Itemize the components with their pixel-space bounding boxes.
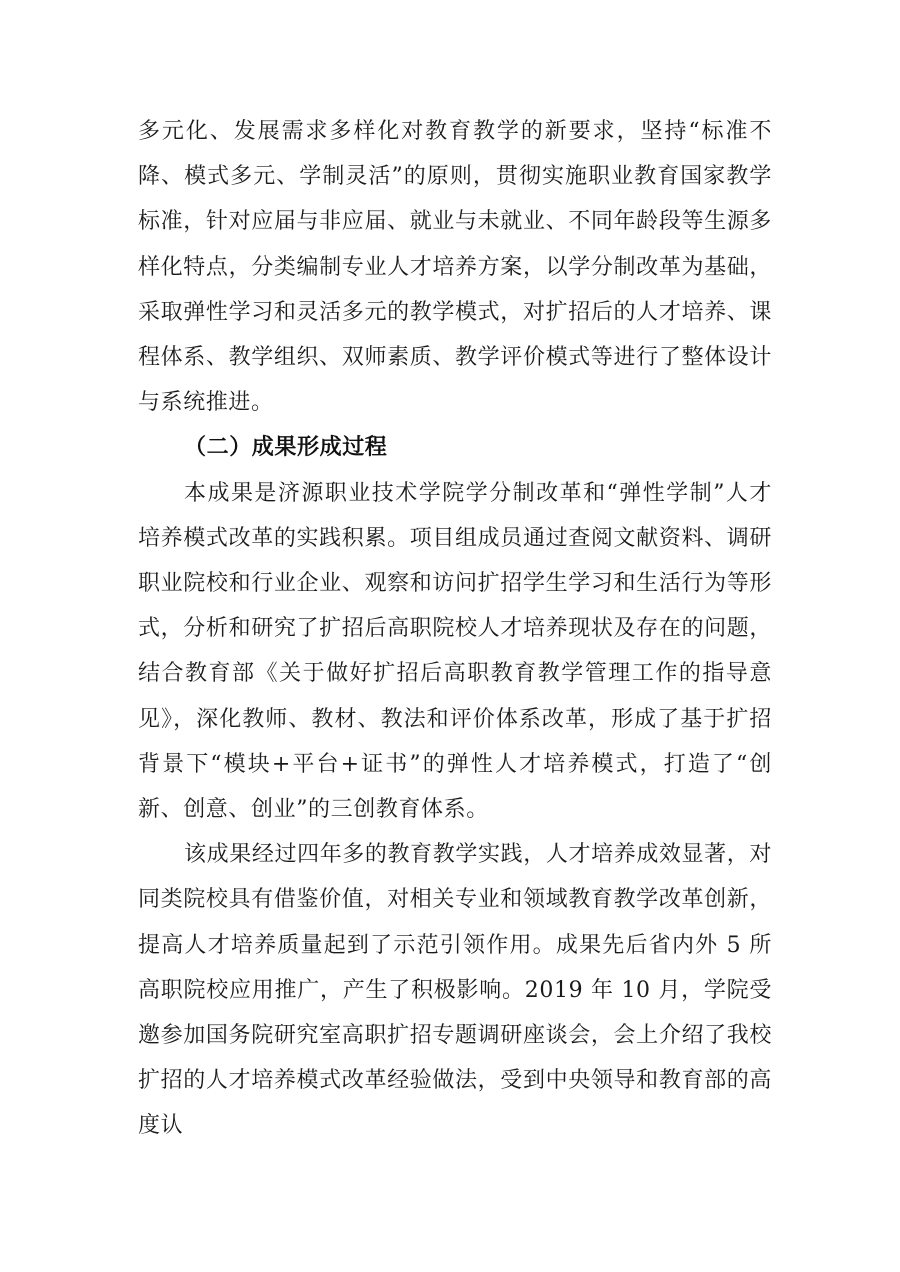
document-body bbox=[138, 109, 772, 1149]
paragraph-achievements: 该成果经过四年多的教育教学实践，人才培养成效显著，对同类院校具有借鉴价值，对相关专业和领域教育教学改革创新，提高人才培养质量起到了示范引领作用。成果先后省内外 5 所高职院校应用推广，产生了积极影响。2019 年 10 月，学院受邀参加国务院研究室高职扩招专题调研座谈会，会上介绍了我校扩招的人才培养模式改革经验做法，受到中央领导和教育部的高度认 bbox=[138, 842, 772, 1139]
section-heading: （二）成果形成过程 bbox=[184, 435, 388, 461]
paragraph-formation-process: 本成果是济源职业技术学院学分制改革和“弹性学制”人才培养模式改革的实践积累。项目组成员通过查阅文献资料、调研职业院校和行业企业、观察和访问扩招学生学习和生活行为等形式，分析和研究了扩招后高职院校人才培养现状及存在的问题，结合教育部《关于做好扩招后高职教育教学管理工作的指导意见》，深化教师、教材、教法和评价体系改革，形成了基于扩招背景下“模块+平台+证书”的弹性人才培养模式，打造了“创新、创意、创业”的三创教育体系。 bbox=[138, 480, 772, 823]
paragraph-continued: 多元化、发展需求多样化对教育教学的新要求，坚持“标准不降、模式多元、学制灵活”的原则，贯彻实施职业教育国家教学标准，针对应届与非应届、就业与未就业、不同年龄段等生源多样化特点，分类编制专业人才培养方案，以学分制改革为基础，采取弹性学习和灵活多元的教学模式，对扩招后的人才培养、课程体系、教学组织、双师素质、教学评价模式等进行了整体设计与系统推进。 bbox=[138, 119, 772, 416]
